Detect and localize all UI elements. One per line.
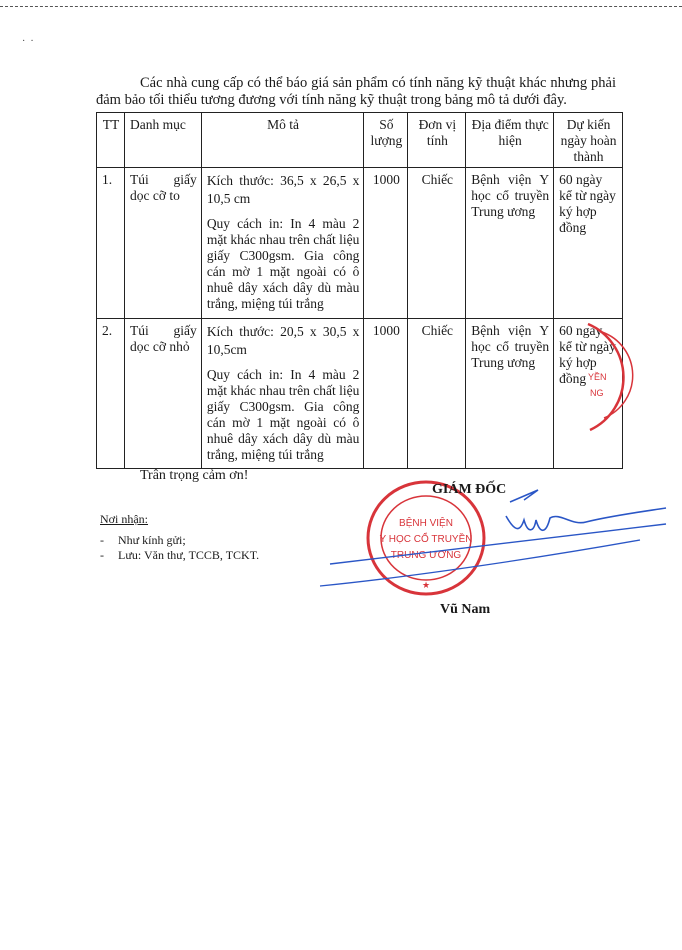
row-unit: Chiếc (408, 168, 466, 319)
header-category: Danh mục (124, 113, 201, 168)
recipient-item: - Lưu: Văn thư, TCCB, TCKT. (118, 548, 259, 563)
row-location: Bệnh viện Y học cổ truyền Trung ương (466, 319, 554, 469)
row-quantity: 1000 (364, 168, 408, 319)
stamp-line-2: Y HỌC CỔ TRUYỀN (379, 534, 473, 545)
header-unit: Đơn vị tính (408, 113, 466, 168)
header-tt: TT (97, 113, 125, 168)
row-spec: Quy cách in: In 4 màu 2 mặt khác nhau trên chất liệu giấy C300gsm. Gia công cán mờ 1 mặt ngoài có ô nhuê dây xách dây dù màu trắng, miệng túi trắng (206, 367, 360, 462)
signer-name: Vũ Nam (440, 602, 491, 617)
partial-stamp-seal (580, 318, 650, 438)
row-size: Kích thước: 36,5 x 26,5 x 10,5 cm (206, 173, 360, 206)
row-description (201, 319, 364, 469)
header-deadline: Dự kiến ngày hoàn thành (554, 113, 623, 168)
page-top-dashed-border (0, 6, 682, 7)
row-deadline: 60 ngày kể từ ngày ký hợp đồng (554, 319, 623, 469)
row-size: Kích thước: 20,5 x 30,5 x 10,5cm (206, 324, 360, 357)
row-tt: 1. (97, 168, 125, 319)
recipients-title: Nơi nhận: (100, 512, 149, 526)
stamp-line-1: BỆNH VIỆN (399, 518, 453, 529)
stamp-line-3: TRUNG ƯƠNG (390, 550, 462, 561)
table-row (97, 319, 623, 469)
row-unit: Chiếc (408, 319, 466, 469)
row-category: Túi giấy dọc cỡ nhỏ (124, 319, 201, 469)
header-quantity: Số lượng (364, 113, 408, 168)
row-category: Túi giấy dọc cỡ to (124, 168, 201, 319)
svg-text:YỀN: YỀN (588, 372, 607, 382)
spec-table (96, 112, 623, 469)
recipient-item: - Như kính gửi; (118, 533, 259, 548)
scan-specks: · · (22, 36, 34, 47)
row-deadline: 60 ngày kể từ ngày ký hợp đồng (554, 168, 623, 319)
row-location: Bệnh viện Y học cổ truyền Trung ương (466, 168, 554, 319)
row-tt: 2. (97, 319, 125, 469)
row-description (201, 168, 364, 319)
svg-text:★: ★ (421, 580, 431, 590)
row-quantity: 1000 (364, 319, 408, 469)
row-spec: Quy cách in: In 4 màu 2 mặt khác nhau trên chất liệu giấy C300gsm. Gia công cán mờ 1 mặt ngoài có ô nhuê dây xách dây dù màu trắng, miệng túi trắng (206, 216, 360, 311)
closing-text: Trân trọng cảm ơn! (140, 468, 249, 483)
handwritten-signature (310, 482, 670, 592)
table-header-row (97, 113, 623, 168)
svg-text:NG: NG (590, 388, 604, 398)
intro-paragraph: Các nhà cung cấp có thể báo giá sản phẩm có tính năng kỹ thuật khác nhưng phải đảm bảo tối thiểu tương đương với tính năng kỹ thuật trong bảng mô tả dưới đây. (96, 74, 616, 108)
director-title: GIÁM ĐỐC (432, 482, 507, 497)
header-description: Mô tả (201, 113, 364, 168)
header-location: Địa điểm thực hiện (466, 113, 554, 168)
table-row (97, 168, 623, 319)
recipients-list (118, 533, 259, 563)
